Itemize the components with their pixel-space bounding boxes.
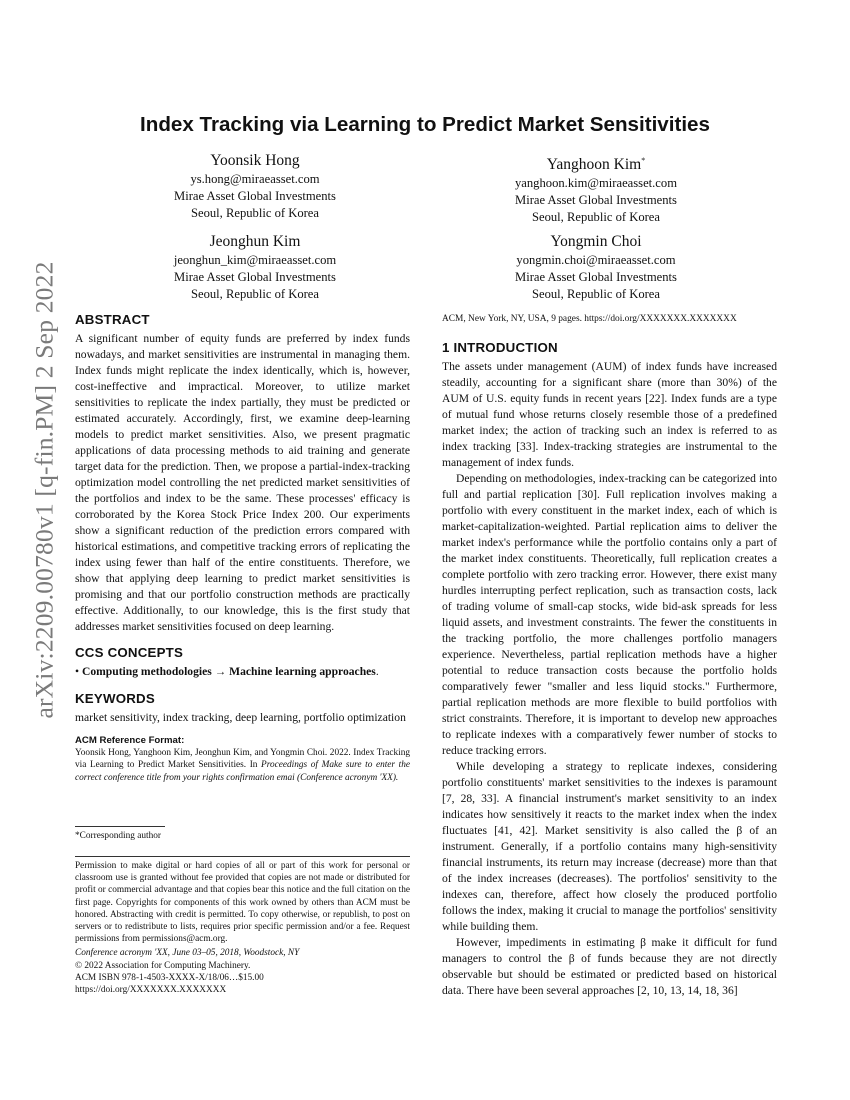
author-affiliation: Mirae Asset Global Investments [174,270,336,284]
ccs-heading: CCS CONCEPTS [75,645,184,660]
permission-text: Permission to make digital or hard copies of all or part of this work for personal or classroom use is granted without fee provided that copies are not made or distributed for profit or commercial advantage and that copies bear this notice and the full citation on the first page. Copyrights for components of this work owned by others than ACM must be honored. Abstracting with credit is permitted. To copy otherwise, or republish, to post on servers or to redistribute to lists, requires prior specific permission and/or a fee. Request permissions from permissions@acm.org. [75,861,410,945]
author-location: Seoul, Republic of Korea [190,287,319,301]
author-affiliation: Mirae Asset Global Investments [174,189,336,203]
author-name: Yoonsik Hong [210,152,300,169]
conference-info: Conference acronym 'XX, June 03–05, 2018, Woodstock, NY [75,948,300,959]
ccs-item: • Computing methodologies → Machine learning approaches. [75,665,379,678]
acm-reference-text: Yoonsik Hong, Yanghoon Kim, Jeonghun Kim, and Yongmin Choi. 2022. Index Tracking via Learning to Predict Market Sensitivities. In [75,748,410,771]
left-column [75,312,410,784]
intro-heading: 1 INTRODUCTION [442,339,558,355]
intro-paragraph-4: However, impediments in estimating β make it difficult for fund managers to control the β of funds because they are not directly observable but should be estimated or predicted based on historical data. There have been several approaches [2, 10, 13, 14, 18, 36] [442,935,777,997]
permission-rule [75,856,410,857]
keywords-text: market sensitivity, index tracking, deep learning, portfolio optimization [75,711,406,724]
acm-reference [75,735,410,784]
paper-title: Index Tracking via Learning to Predict Market Sensitivities [140,113,710,136]
intro-paragraph-2: Depending on methodologies, index-tracking can be categorized into full and partial replication [30]. Full replication involves making a portfolio with every constituent in the market index, each of which is market-capitalization-weighted. Partial replication aims to deliver the market index's performance while the portfolio contains only a part of the market index constituents. Theoretically, full replication creates a complete portfolio with zero tracking error. However, there exist many hurdles interrupting perfect replication, such as transaction costs, lack of trading volume of small-cap stocks, wide bid-ask spreads for less liquid assets, and investment constraints. The fewer the constituents in the tracking portfolio, the more challenges portfolio managers experience. Nevertheless, partial replication methods have a higher potential to reduce transaction costs because the portfolio holds comparatively fewer "smaller and less liquid stocks." Furthermore, partial replication methods are more flexible to build portfolios with strict constraints. Therefore, it is important to develop new approaches to replicate indexes with a comparatively fewer number of stocks to reduce tracking errors. [442,471,777,757]
right-column [442,313,777,999]
author-block-1 [90,151,420,222]
author-affiliation: Mirae Asset Global Investments [515,270,677,284]
acm-reference-venue: Proceedings of Make sure to enter the correct conference title from your rights confirmation emai (Conference acronym 'XX). [75,760,410,783]
doi-link: https://doi.org/XXXXXXX.XXXXXXX [75,985,227,996]
arxiv-id: arXiv:2209.00780v1 [q-fin.PM] 2 Sep 2022 [30,261,59,719]
author-affiliation: Mirae Asset Global Investments [515,193,677,208]
author-location: Seoul, Republic of Korea [531,287,660,301]
author-location: Seoul, Republic of Korea [531,210,660,225]
corresponding-mark: * [641,156,646,165]
author-email: ys.hong@miraeasset.com [190,172,320,186]
author-name: Jeonghun Kim [209,233,301,250]
arxiv-stamp [27,261,63,719]
author-email: yanghoon.kim@miraeasset.com [515,176,677,191]
keywords-heading: KEYWORDS [75,691,155,706]
author-email: yongmin.choi@miraeasset.com [516,253,676,267]
author-block-3 [90,232,420,303]
acm-reference-tail: ACM, New York, NY, USA, 9 pages. https://doi.org/XXXXXXX.XXXXXXX [442,314,737,324]
footnote: *Corresponding author [75,831,161,841]
intro-paragraph-1: The assets under management (AUM) of index funds have increased steadily, accounting for a significant share (more than 30%) of the AUM of U.S. equity funds in recent years [22]. Index funds are a type of mutual fund whose returns closely resemble those of a predefined market index; the action of tracking such an index is referred to as index tracking [33]. Index-tracking strategies are instrumental to the management of index funds. [442,359,777,469]
permission-block [75,860,410,996]
copyright: © 2022 Association for Computing Machinery. [75,960,251,971]
isbn: ACM ISBN 978-1-4503-XXXX-X/18/06…$15.00 [75,972,264,983]
acm-reference-heading: ACM Reference Format: [75,735,185,746]
abstract-heading: ABSTRACT [75,312,150,327]
author-block-4 [431,232,761,303]
abstract-text: A significant number of equity funds are preferred by index funds nowadays, and market sensitivities are instrumental in managing them. Index funds might replicate the index identically, which is, however, cost-ineffective and impractical. Moreover, to utilize market sensitivities to replicate the index partially, they must be predicted or estimated accurately. Accordingly, first, we examine deep-learning models to predict market sensitivities. Also, we present pragmatic applications of data processing methods to aid training and generate target data for the prediction. Then, we propose a partial-index-tracking optimization model controlling the net predicted market sensitivities of the portfolios and index to be the same. These processes' efficacy is corroborated by the Korea Stock Price Index 200. Our experiments show a significant reduction of the prediction errors compared with historical estimations, and competitive tracking errors of replicating the index using fewer than half of the entire constituents. Therefore, we show that applying deep learning to predict market sensitivities is promising and that our portfolio construction methods are practically effective. Additionally, to our knowledge, this is the first study that addresses market sensitivities focused on deep learning. [75,332,410,633]
intro-paragraph-3: While developing a strategy to replicate indexes, considering portfolio constituents' market sensitivities to the indexes is paramount [7, 28, 33]. A financial instrument's market sensitivity to an index indicates how sensitively it reacts to the market index when the index fluctuates [41, 42]. Market sensitivity is also called the β of an instrument. Generally, if a portfolio contains many high-sensitivity financial instruments, its return may increase (decrease) more than that of the index increases (decreases). The portfolios' sensitivity to the indexes can, therefore, affect how closely the produced portfolio follows the index, making it crucial to manage the portfolios' sensitivity while building them. [442,759,777,933]
author-email: jeonghun_kim@miraeasset.com [173,253,337,267]
author-block-2 [431,151,761,226]
author-name: Yanghoon Kim* [546,156,646,174]
footnote-rule [75,826,165,827]
author-location: Seoul, Republic of Korea [190,206,319,220]
author-name: Yongmin Choi [550,233,642,250]
